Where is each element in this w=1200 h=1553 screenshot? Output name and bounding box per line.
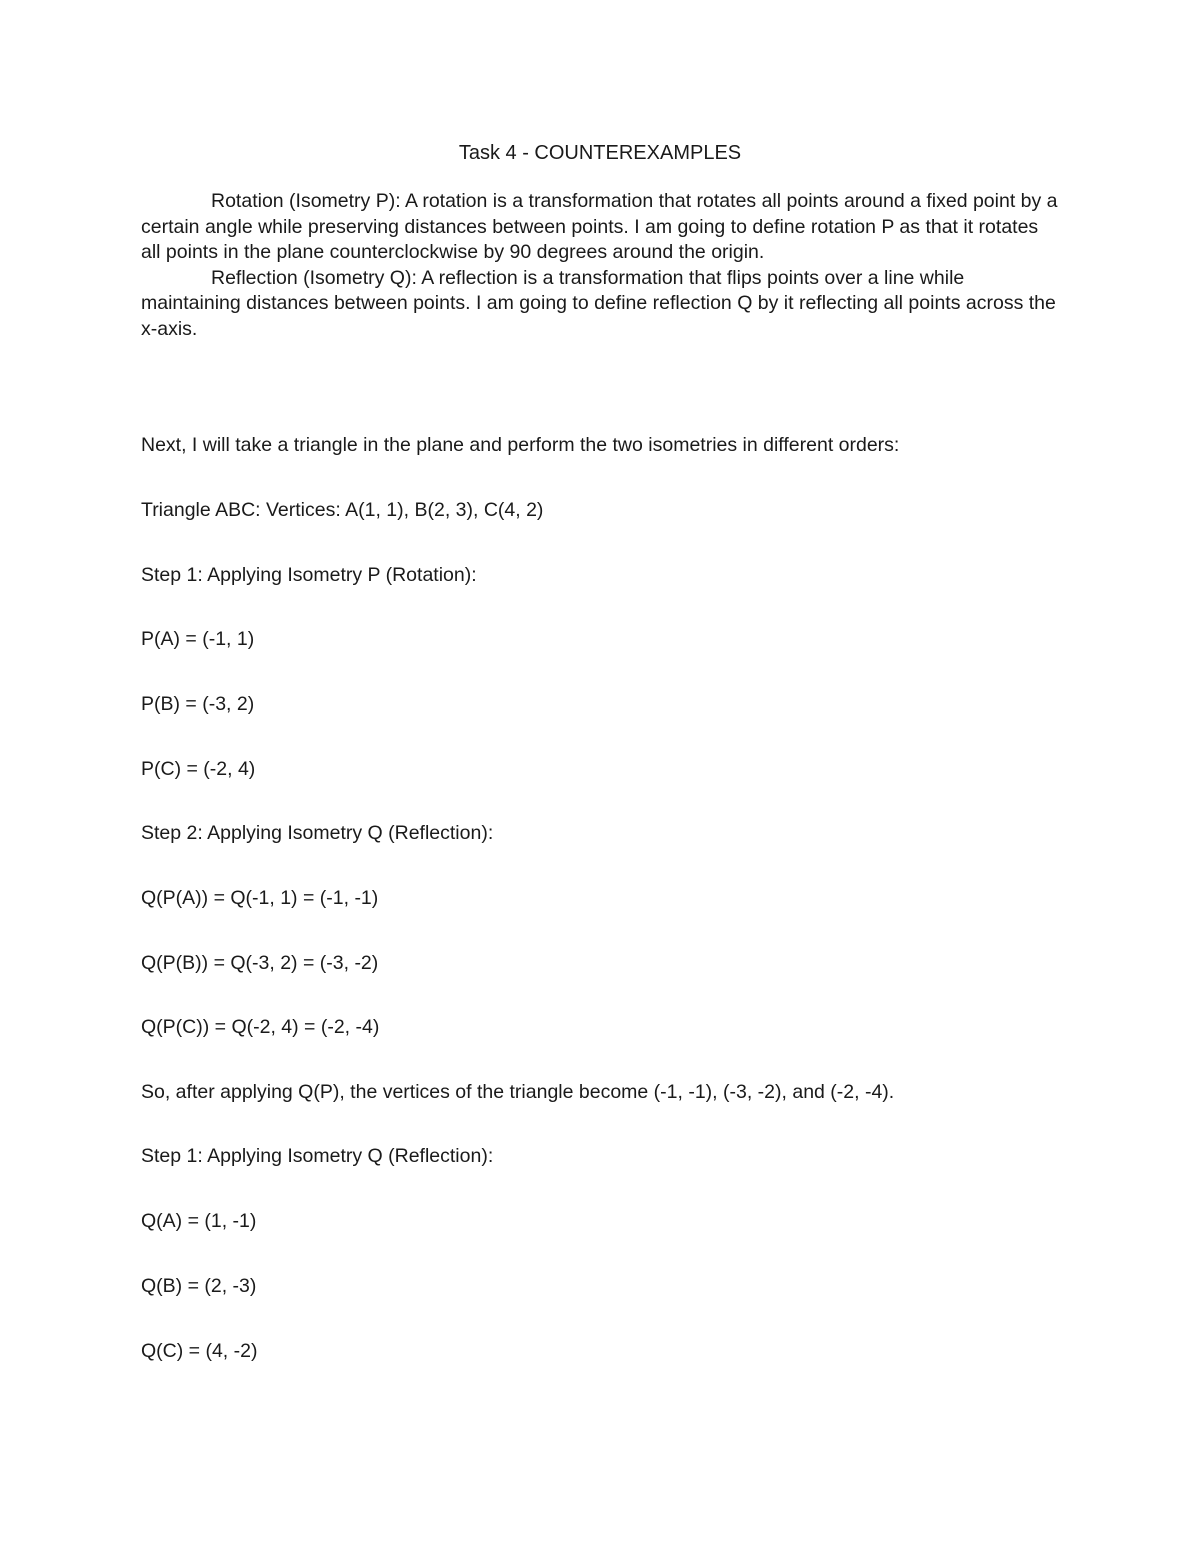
equation-line: Q(B) = (2, -3) bbox=[141, 1275, 257, 1297]
equation-line: Q(P(B)) = Q(-3, 2) = (-3, -2) bbox=[141, 952, 379, 974]
intro-section bbox=[141, 189, 1061, 342]
document-title: Task 4 - COUNTEREXAMPLES bbox=[458, 142, 742, 164]
next-statement: Next, I will take a triangle in the plane and perform the two isometries in different orders: bbox=[141, 434, 900, 456]
summary-statement: So, after applying Q(P), the vertices of the triangle become (-1, -1), (-3, -2), and (-2, -4). bbox=[141, 1081, 895, 1103]
equation-line: P(A) = (-1, 1) bbox=[141, 628, 255, 650]
equation-line: Q(P(A)) = Q(-1, 1) = (-1, -1) bbox=[141, 887, 379, 909]
step-heading-rotation: Step 1: Applying Isometry P (Rotation): bbox=[141, 564, 477, 586]
step-heading-reflection: Step 1: Applying Isometry Q (Reflection): bbox=[141, 1145, 494, 1167]
equation-line: P(B) = (-3, 2) bbox=[141, 693, 255, 715]
equation-line: P(C) = (-2, 4) bbox=[141, 758, 256, 780]
step-heading-reflection: Step 2: Applying Isometry Q (Reflection): bbox=[141, 822, 494, 844]
triangle-vertices: Triangle ABC: Vertices: A(1, 1), B(2, 3), C(4, 2) bbox=[141, 499, 544, 521]
equation-line: Q(P(C)) = Q(-2, 4) = (-2, -4) bbox=[141, 1016, 380, 1038]
equation-line: Q(A) = (1, -1) bbox=[141, 1210, 257, 1232]
rotation-definition-paragraph: Rotation (Isometry P): A rotation is a transformation that rotates all points around a fixed point by a certain angle while preserving distances between points. I am going to define rotation P as that it rotates all points in the plane counterclockwise by 90 degrees around the origin. bbox=[141, 190, 1058, 263]
equation-line: Q(C) = (4, -2) bbox=[141, 1340, 258, 1362]
reflection-definition-paragraph: Reflection (Isometry Q): A reflection is a transformation that flips points over a line while maintaining distances between points. I am going to define reflection Q by it reflecting all points across the x-axis. bbox=[141, 266, 1056, 340]
